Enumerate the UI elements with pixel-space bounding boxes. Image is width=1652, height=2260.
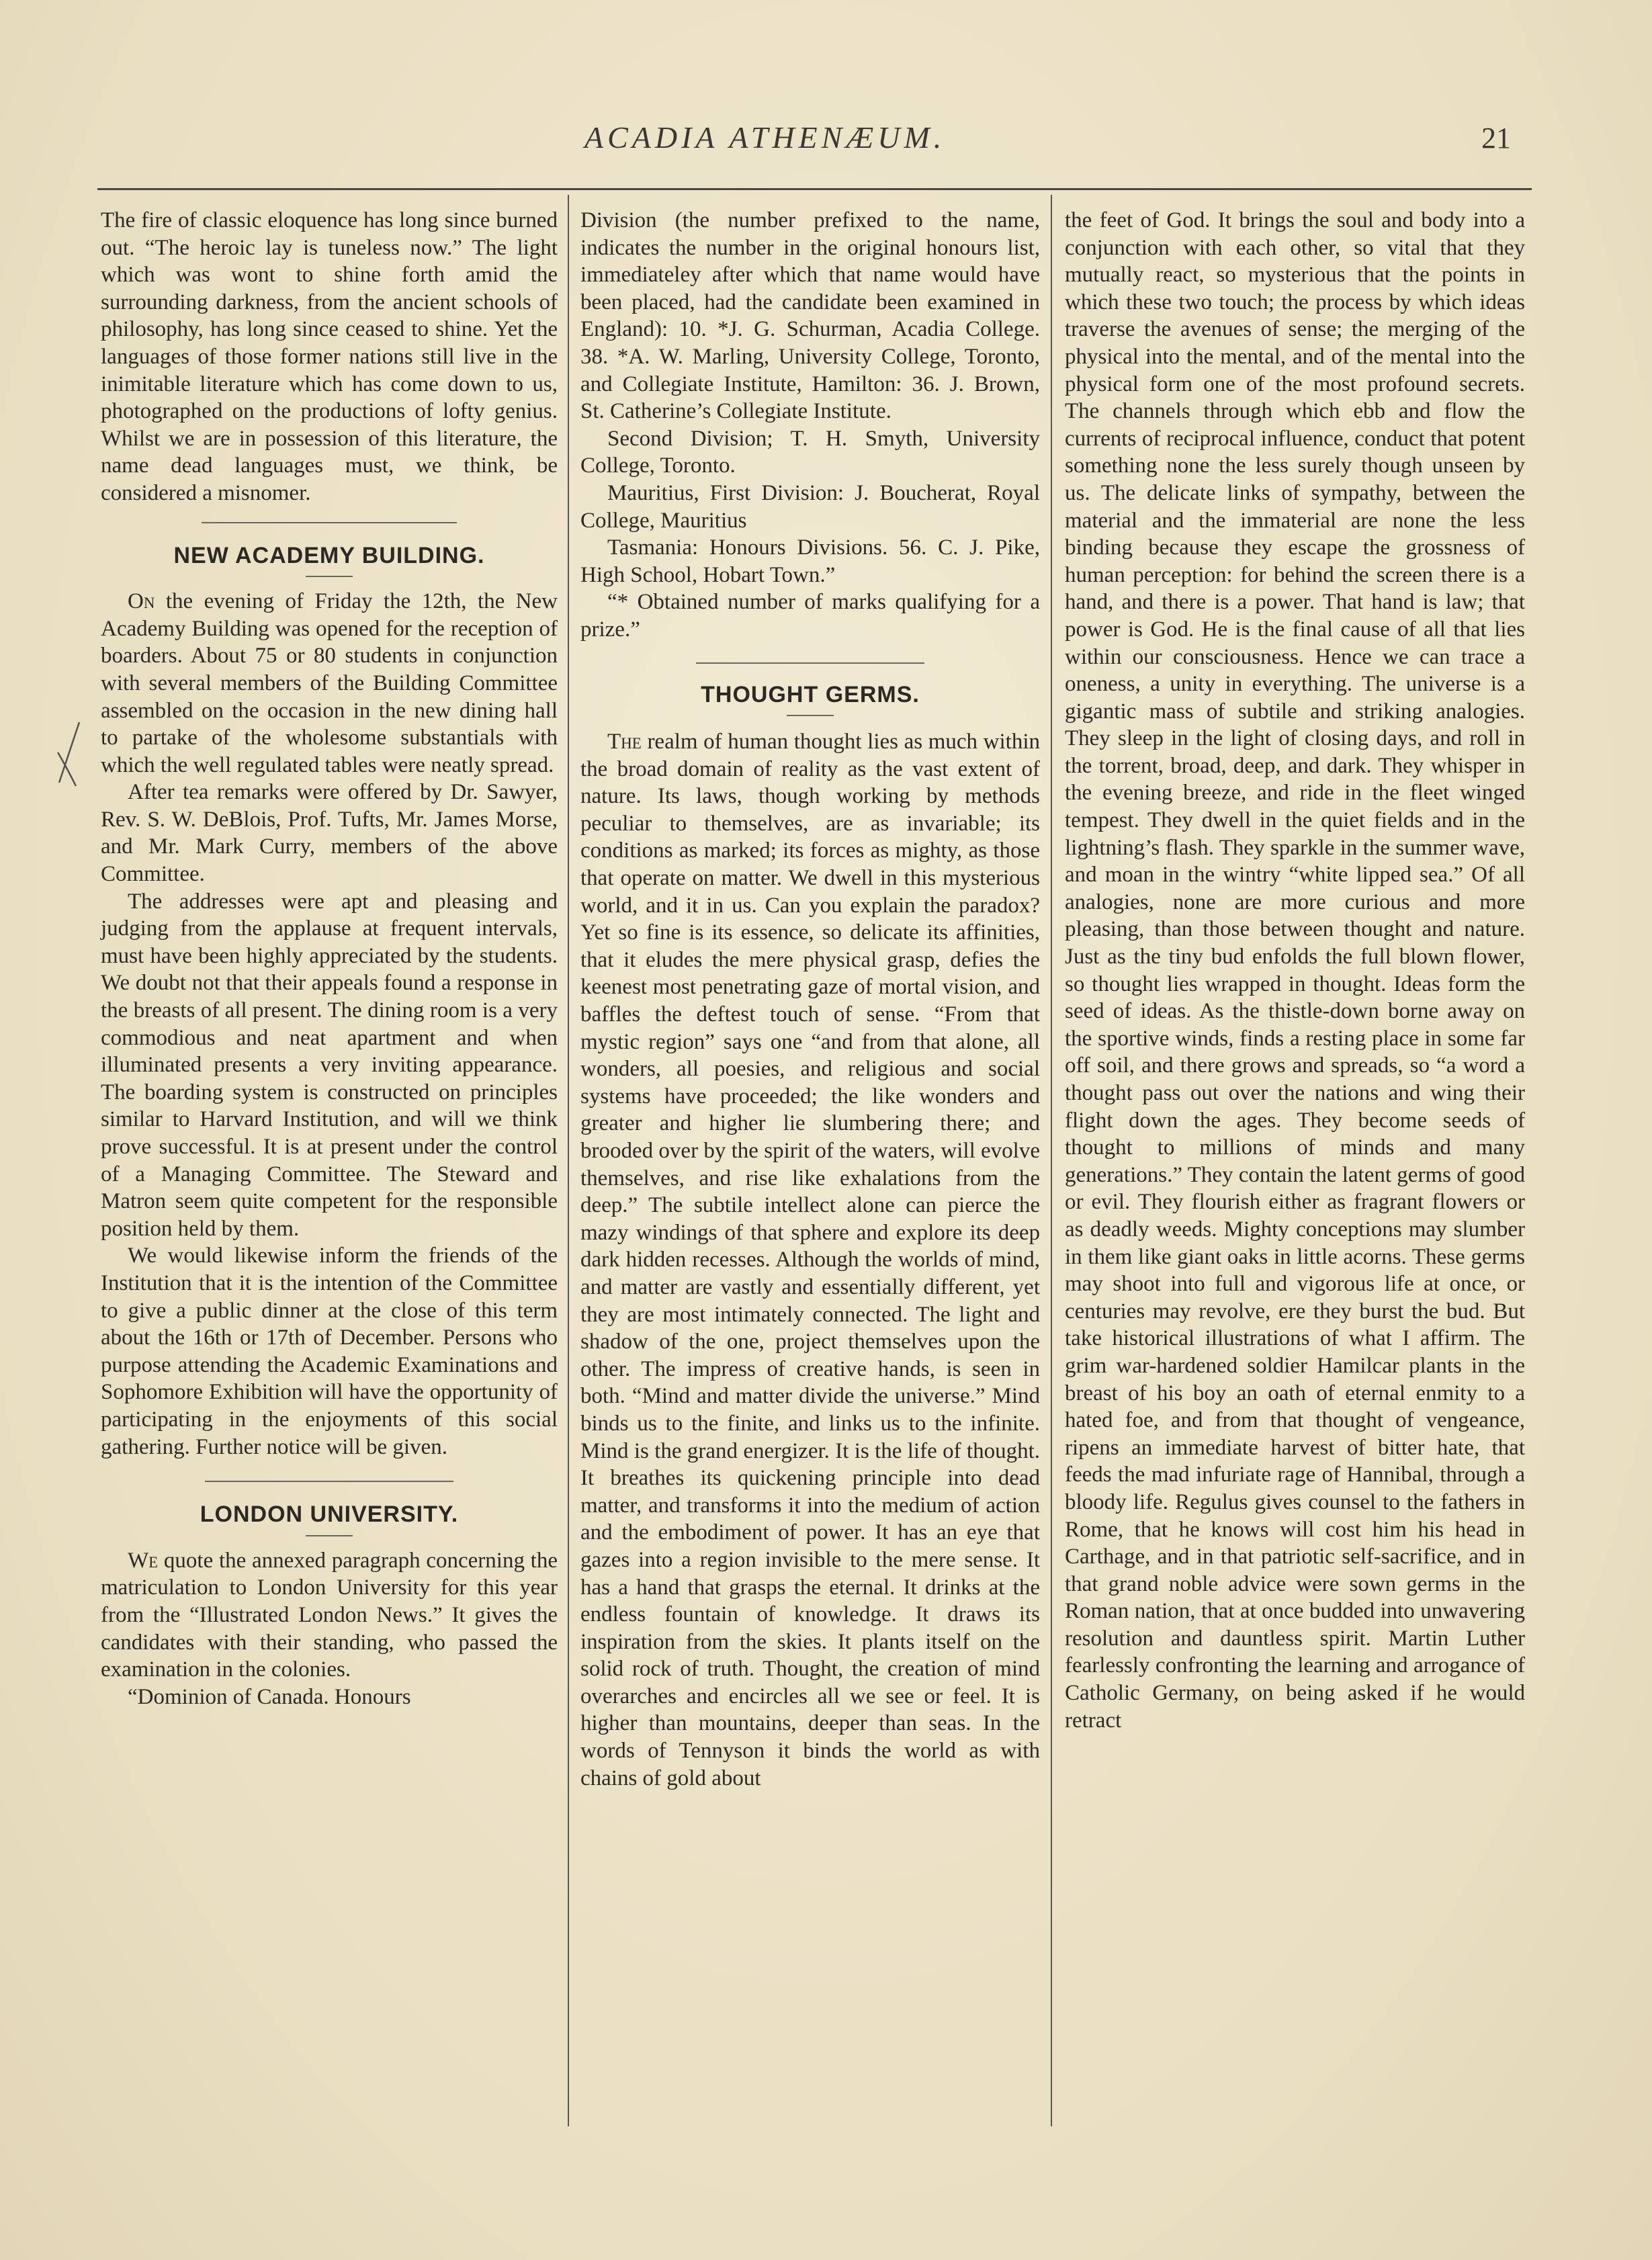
article-paragraph: The addresses were apt and pleasing and judging from the applause at frequent intervals, must have been highly appreciated by the students. We doubt not that their appeals found a response in the breasts of all present. The dining room is a very commodious and neat apartment and when illuminated presents a very inviting appearance. The boarding system is constructed on principles similar to Harvard Institution, and will we think prove successful. It is at present under the control of a Managing Committee. The Steward and Matron seem quite competent for the responsible position held by them. bbox=[101, 889, 558, 1241]
lead-word: On bbox=[128, 589, 155, 614]
article-paragraph: the feet of God. It brings the soul and body into a conjunction with each other, so vital that they mutually react, so mysterious that the points in which these two touch; the process by which ideas traverse the avenues of sense; the merging of the physical into the mental, and of the mental into the physical form one of the most profound secrets. The channels through which ebb and flow the currents of reciprocal influence, conduct that potent something none the less surely though unseen by us. The delicate links of sympathy, between the material and the immaterial are none the less binding because they escape the grossness of human perception: for behind the screen there is a hand, and there is a power. That hand is law; that power is God. He is the final cause of all that lies within our consciousness. Hence we can trace a oneness, a unity in everything. The universe is a gigantic mass of subtile and striking analogies. They sleep in the light of closing days, and roll in the torrent, broad, deep, and dark. They whisper in the evening breeze, and ride in the fleet winged tempest. They dwell in the quiet fields and in the lightning’s flash. They sparkle in the summer wave, and moan in the wintry “white lipped sea.” Of all analogies, none are more curious and more pleasing, than those between thought and nature. Just as the tiny bud enfolds the full blown flower, so thought lies wrapped in thought. Ideas form the seed of ideas. As the thistle-down borne away on the sportive winds, finds a resting place in some far off soil, and there grows and spreads, so “a word a thought pass out over the nations and wing their flight down the ages. They become seeds of thought to millions of minds and many generations.” They contain the latent germs of good or evil. They flourish either as fragrant flowers or as deadly weeds. Mighty conceptions may slumber in them like giant oaks in little acorns. These germs may shoot into full and vigorous life at once, or centuries may revolve, ere they burst the bud. But take historical illustrations of what I affirm. The grim war-hardened soldier Hamilcar plants in the breast of his boy an oath of eternal enmity to a hated foe, and from that thought of vengeance, ripens an immediate harvest of bitter hate, that feeds the mad infuriate rage of Hannibal, through a bloody life. Regulus gives counsel to the fathers in Rome, that he knows will cost him his head in Carthage, and in that patriotic self-sacrifice, and in that grand noble advice were sown germs in the Roman nation, that at once budded into unwavering resolution and dauntless spirit. Martin Luther fearlessly confronting the learning and arrogance of Catholic Germany, on being asked if he would retract bbox=[1065, 208, 1525, 1733]
article-paragraph: Mauritius, First Division: J. Boucherat, Royal College, Mauritius bbox=[580, 480, 1040, 533]
heading-underline bbox=[306, 576, 353, 577]
section-divider bbox=[696, 662, 924, 664]
page-number: 21 bbox=[1481, 122, 1511, 155]
handwritten-x-mark bbox=[52, 715, 93, 789]
column-1 bbox=[101, 207, 558, 1710]
running-title: ACADIA ATHENÆUM. bbox=[584, 120, 946, 155]
header-rule bbox=[97, 188, 1532, 190]
article-paragraph: The realm of human thought lies as much within the broad domain of reality as the vast extent of nature. Its laws, though working by methods peculiar to themselves, are as invariable; its conditions as marked; its forces as mighty, as those that operate on matter. We dwell in this mysterious world, and it in us. Can you explain the paradox? Yet so fine is its essence, so delicate its affinities, that it eludes the mere physical grasp, defies the keenest most penetrating gaze of mortal vision, and baffles the deftest touch of sense. “From that mystic region” says one “and from that alone, all wonders, all poesies, and religious and social systems have proceeded; the like wonders and greater and higher lie slumbering there; and brooded over by the spirit of the waters, will evolve themselves, and rise like exhalations from the deep.” The subtile intellect alone can pierce the mazy windings of that sphere and explore its deep dark hidden recesses. Although the worlds of mind, and matter are vastly and essentially different, yet they are most intimately connected. The light and shadow of the one, project themselves upon the other. The impress of creative hands, is seen in both. “Mind and matter divide the universe.” Mind binds us to the finite, and links us to the infinite. Mind is the grand energizer. It is the life of thought. It breathes its quickening principle into dead matter, and transforms it into the medium of action and the embodiment of power. It has an eye that gazes into a region invisible to the mere sense. It has a hand that grasps the eternal. It drinks at the endless fountain of knowledge. It draws its inspiration from the skies. It plants itself on the solid rock of truth. Thought, the creation of mind overarches and encircles all we see or feel. It is higher than mountains, deeper than seas. In the words of Tennyson it binds the world as with chains of gold about bbox=[580, 730, 1040, 1790]
lead-word: We bbox=[128, 1548, 159, 1573]
article-paragraph: “* Obtained number of marks qualifying for a prize.” bbox=[580, 590, 1040, 642]
heading-new-academy-building: NEW ACADEMY BUILDING. bbox=[173, 542, 485, 568]
article-paragraph: We quote the annexed paragraph concerning the matriculation to London University for this year from the “Illustrated London News.” It gives the candidates with their standing, who passed the examination in the colonies. bbox=[101, 1548, 558, 1682]
article-paragraph: We would likewise inform the friends of the Institution that it is the intention of the Committee to give a public dinner at the close of this term about the 16th or 17th of December. Persons who purpose attending the Academic Examinations and Sophomore Exhibition will have the opportunity of participating in the enjoyments of this social gathering. Further notice will be given. bbox=[101, 1244, 558, 1459]
lead-word: The bbox=[607, 730, 642, 754]
article-paragraph: Tasmania: Honours Divisions. 56. C. J. Pike, High School, Hobart Town.” bbox=[580, 535, 1040, 587]
heading-underline bbox=[306, 1535, 353, 1536]
article-paragraph: The fire of classic eloquence has long since burned out. “The heroic lay is tuneless now.” The light which was wont to shine forth amid the surrounding darkness, from the ancient schools of philosophy, has long since ceased to shine. Yet the languages of those former nations still live in the inimitable literature which has come down to us, photographed on the productions of lofty genius. Whilst we are in possession of this literature, the name dead languages must, we think, be considered a misnomer. bbox=[101, 208, 558, 505]
column-divider bbox=[568, 195, 569, 2126]
article-paragraph: On the evening of Friday the 12th, the New Academy Building was opened for the reception of boarders. About 75 or 80 students in conjunction with several members of the Building Committee assembled on the occasion in the new dining hall to partake of the wholesome substantials with which the well regulated tables were neatly spread. bbox=[101, 589, 558, 777]
heading-thought-germs: THOUGHT GERMS. bbox=[701, 681, 920, 707]
heading-underline bbox=[787, 715, 834, 716]
article-paragraph: Second Division; T. H. Smyth, University College, Toronto. bbox=[580, 426, 1040, 478]
section-divider bbox=[205, 1481, 453, 1482]
article-paragraph: “Dominion of Canada. Honours bbox=[128, 1684, 411, 1709]
article-paragraph: After tea remarks were offered by Dr. Sawyer, Rev. S. W. DeBlois, Prof. Tufts, Mr. James Morse, and Mr. Mark Curry, members of the above Committee. bbox=[101, 780, 558, 887]
column-2 bbox=[580, 207, 1040, 1792]
heading-london-university: LONDON UNIVERSITY. bbox=[200, 1502, 459, 1528]
article-paragraph: Division (the number prefixed to the name, indicates the number in the original honours list, immediateley after which that name would have been placed, had the candidate been examined in England): 10. *J. G. Schurman, Acadia College. 38. *A. W. Marling, University College, Toronto, and Collegiate Institute, Hamilton: 36. J. Brown, St. Catherine’s Collegiate Institute. bbox=[580, 208, 1040, 424]
column-divider bbox=[1051, 195, 1052, 2126]
section-divider bbox=[202, 522, 457, 523]
column-3 bbox=[1065, 207, 1525, 1734]
